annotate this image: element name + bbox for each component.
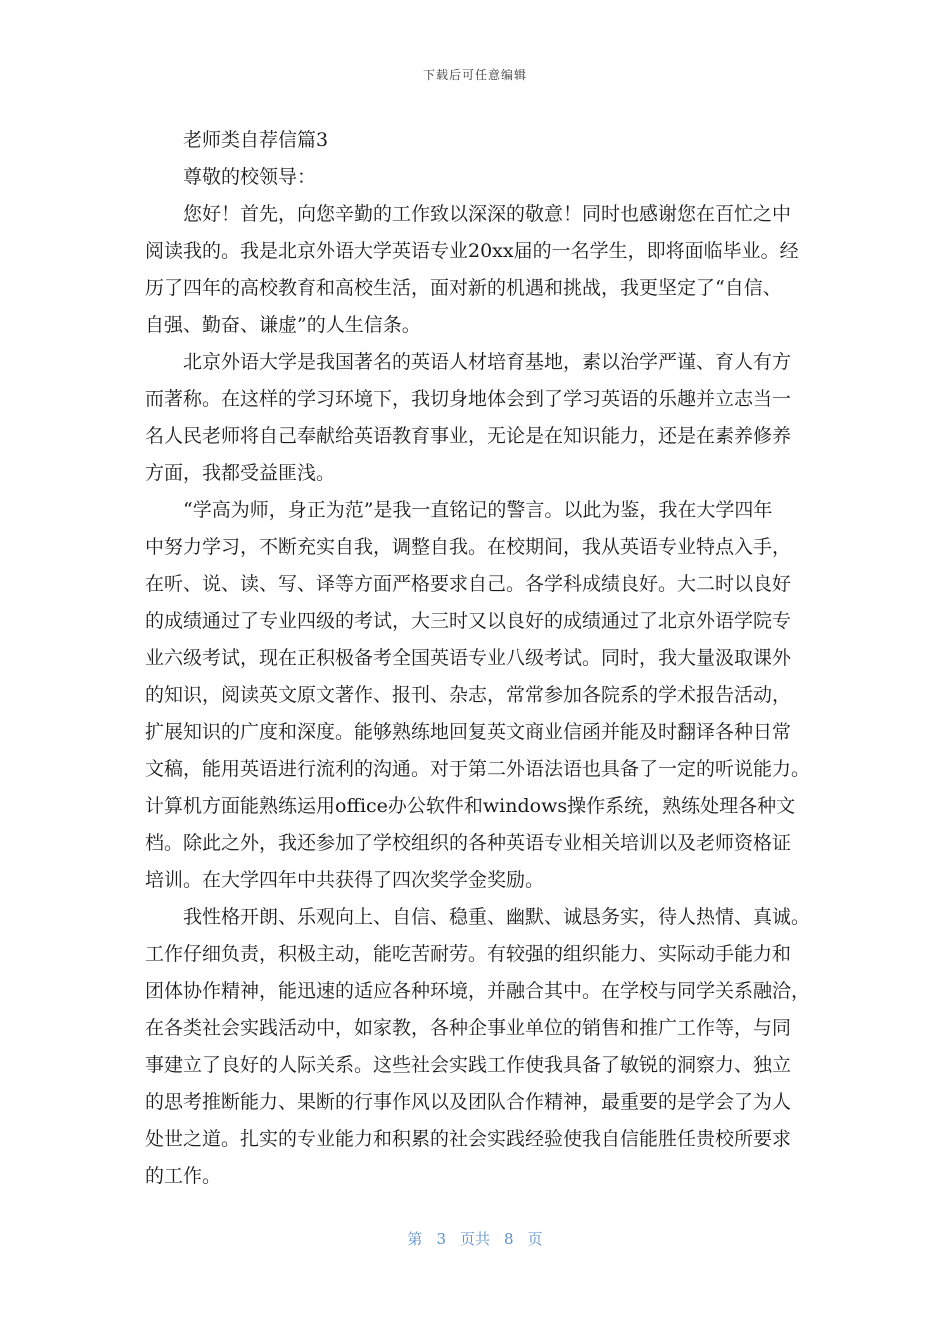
document-body <box>145 122 810 1195</box>
paragraph-line: 的思考推断能力、果断的行事作风以及团队合作精神，最重要的是学会了为人 <box>145 1091 792 1113</box>
paragraph-line: 方面，我都受益匪浅。 <box>145 462 336 484</box>
paragraph-line: 而著称。在这样的学习环境下，我切身地体会到了学习英语的乐趣并立志当一 <box>145 388 792 410</box>
paragraph-line: 处世之道。扎实的专业能力和积累的社会实践经验使我自信能胜任贵校所要求 <box>145 1128 792 1150</box>
paragraph-line: “学高为师，身正为范”是我一直铭记的警言。以此为鉴，我在大学四年 <box>145 499 773 521</box>
paragraph-line: 扩展知识的广度和深度。能够熟练地回复英文商业信函并能及时翻译各种日常 <box>145 721 792 743</box>
paragraph-line: 在各类社会实践活动中，如家教，各种企事业单位的销售和推广工作等，与同 <box>145 1017 792 1039</box>
paragraph-line: 事建立了良好的人际关系。这些社会实践工作使我具备了敏锐的洞察力、独立 <box>145 1054 792 1076</box>
paragraph-line: 档。除此之外，我还参加了学校组织的各种英语专业相关培训以及老师资格证 <box>145 832 792 854</box>
paragraph-line: 自强、勤奋、谦虚”的人生信条。 <box>145 314 421 336</box>
paragraph-line: 工作仔细负责，积极主动，能吃苦耐劳。有较强的组织能力、实际动手能力和 <box>145 943 792 965</box>
paragraph-line: 北京外语大学是我国著名的英语人材培育基地，素以治学严谨、育人有方 <box>145 351 792 373</box>
footer-current-page: 3 <box>436 1230 446 1248</box>
paragraph-line: 的知识，阅读英文原文著作、报刊、杂志，常常参加各院系的学术报告活动， <box>145 684 792 706</box>
paragraph-line: 名人民老师将自己奉献给英语教育事业，无论是在知识能力，还是在素养修养 <box>145 425 792 447</box>
paragraph-line: 计算机方面能熟练运用office办公软件和windows操作系统，熟练处理各种文 <box>145 795 796 817</box>
paragraph-line: 历了四年的高校教育和高校生活，面对新的机遇和挑战，我更坚定了“自信、 <box>145 277 782 299</box>
paragraph-line: 在听、说、读、写、译等方面严格要求自己。各学科成绩良好。大二时以良好 <box>145 573 792 595</box>
paragraph-line: 中努力学习，不断充实自我，调整自我。在校期间，我从英语专业特点入手， <box>145 536 792 558</box>
paragraph-line: 您好！首先，向您辛勤的工作致以深深的敬意！同时也感谢您在百忙之中 <box>145 203 792 225</box>
paragraph-line: 的工作。 <box>145 1165 222 1187</box>
salutation: 尊敬的校领导： <box>145 166 317 188</box>
footer-total-pages: 8 <box>504 1230 514 1248</box>
paragraph-line: 培训。在大学四年中共获得了四次奖学金奖励。 <box>145 869 545 891</box>
paragraph-line: 阅读我的。我是北京外语大学英语专业20xx届的一名学生，即将面临毕业。经 <box>145 240 799 262</box>
paragraph-line: 业六级考试，现在正积极备考全国英语专业八级考试。同时，我大量汲取课外 <box>145 647 792 669</box>
footer-prefix: 第 <box>407 1230 423 1248</box>
footer-suffix: 页 <box>527 1230 543 1248</box>
document-title: 老师类自荐信篇3 <box>145 129 329 151</box>
paragraph-line: 的成绩通过了专业四级的考试，大三时又以良好的成绩通过了北京外语学院专 <box>145 610 792 632</box>
footer-middle: 页共 <box>459 1230 490 1248</box>
page-footer <box>0 1228 950 1249</box>
paragraph-line: 文稿，能用英语进行流利的沟通。对于第二外语法语也具备了一定的听说能力。 <box>145 758 811 780</box>
page-header: 下载后可任意编辑 <box>422 68 527 82</box>
paragraph-line: 我性格开朗、乐观向上、自信、稳重、幽默、诚恳务实，待人热情、真诚。 <box>145 906 811 928</box>
paragraph-line: 团体协作精神，能迅速的适应各种环境，并融合其中。在学校与同学关系融洽， <box>145 980 811 1002</box>
